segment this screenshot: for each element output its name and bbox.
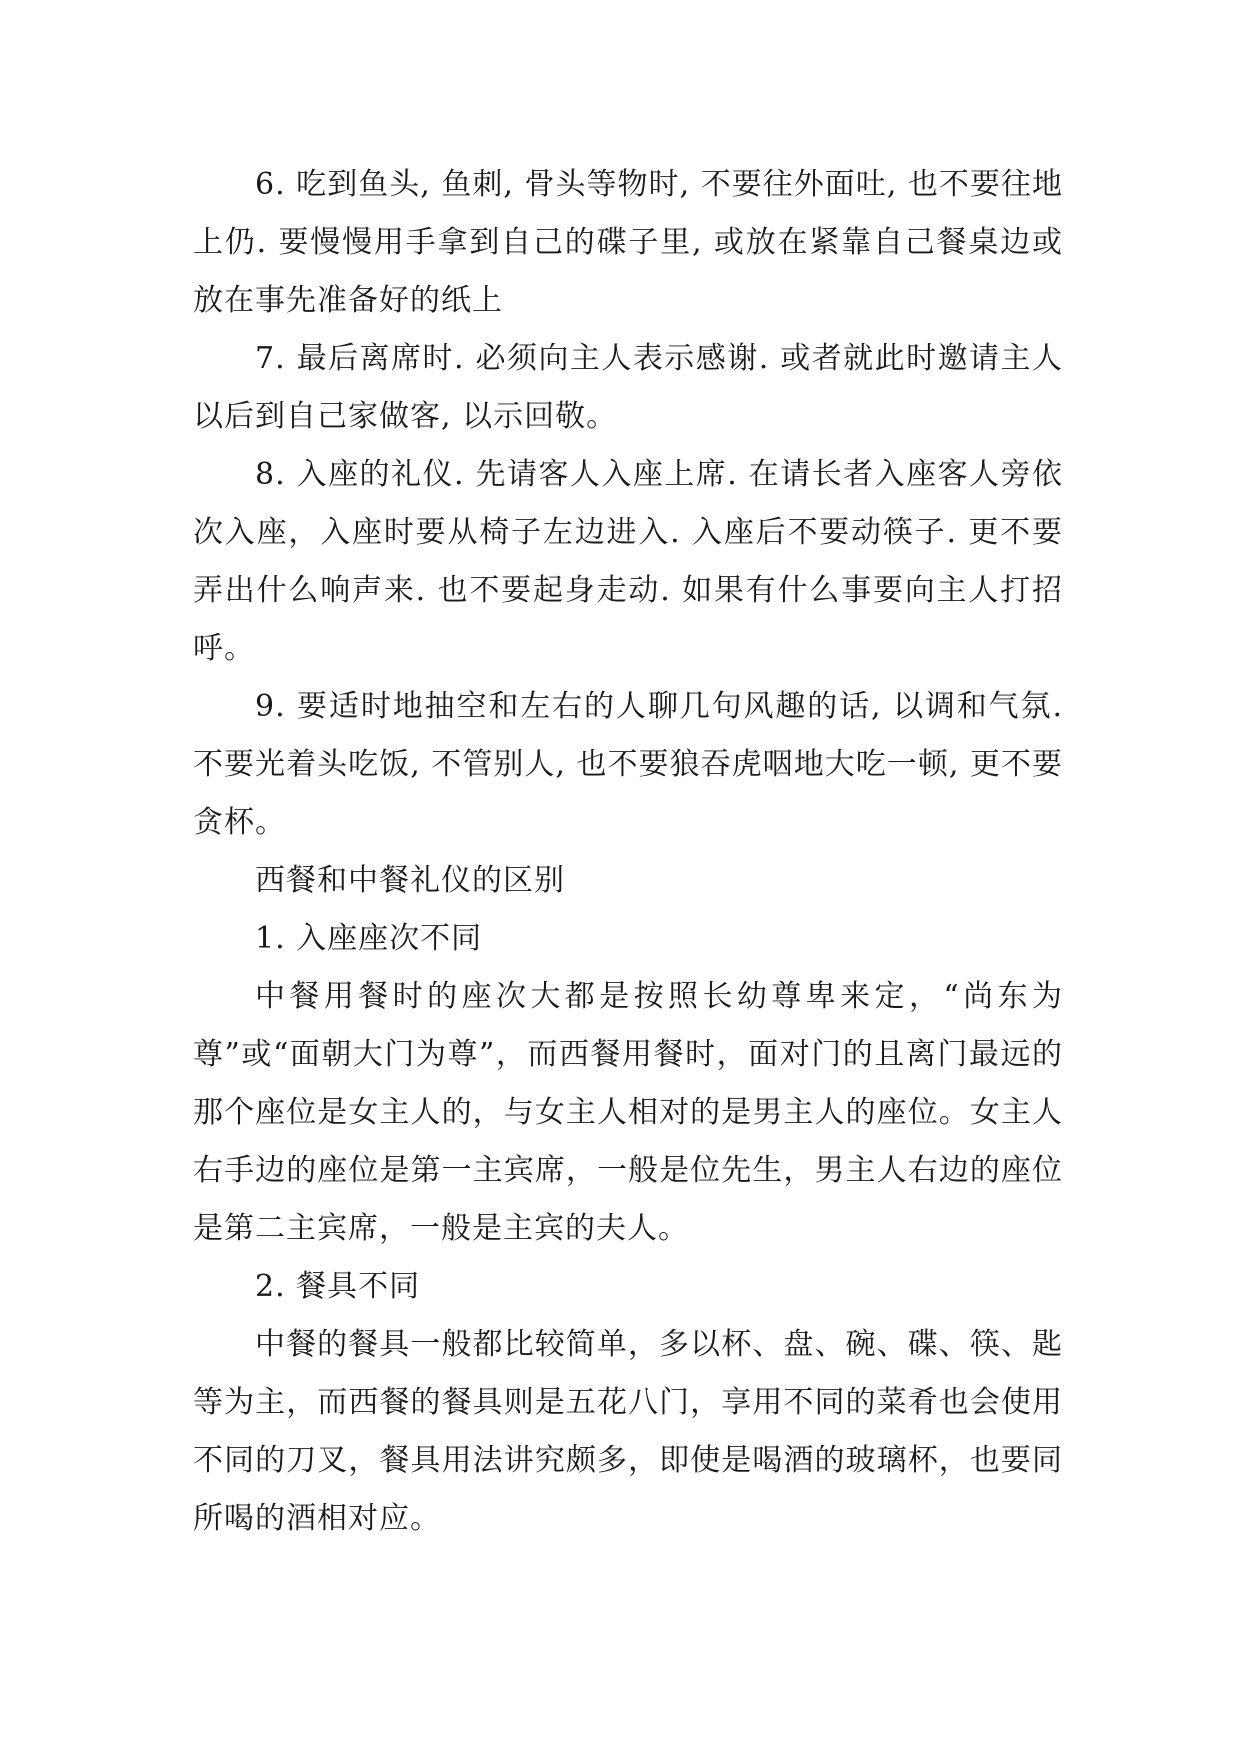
document-body xyxy=(193,156,1063,1548)
paragraph-item-7: 7. 最后离席时. 必须向主人表示感谢. 或者就此时邀请主人以后到自己家做客, 以示回敬。 xyxy=(193,341,1063,434)
subheading-tableware: 2. 餐具不同 xyxy=(255,1269,421,1304)
subheading-seating: 1. 入座座次不同 xyxy=(255,921,483,956)
paragraph-item-9: 9. 要适时地抽空和左右的人聊几句风趣的话, 以调和气氛. 不要光着头吃饭, 不管别人, 也不要狼吞虎咽地大吃一顿, 更不要贪杯。 xyxy=(193,689,1063,840)
paragraph-item-8: 8. 入座的礼仪. 先请客人入座上席. 在请长者入座客人旁依次入座，入座时要从椅子左边进入. 入座后不要动筷子. 更不要弄出什么响声来. 也不要起身走动. 如果有什么事要向主人打招呼。 xyxy=(193,457,1063,666)
paragraph-tableware: 中餐的餐具一般都比较简单，多以杯、盘、碗、碟、筷、匙等为主，而西餐的餐具则是五花八门，享用不同的菜肴也会使用不同的刀叉，餐具用法讲究颇多，即使是喝酒的玻璃杯，也要同所喝的酒相对应。 xyxy=(193,1327,1063,1536)
paragraph-seating: 中餐用餐时的座次大都是按照长幼尊卑来定，“尚东为尊”或“面朝大门为尊”，而西餐用餐时，面对门的且离门最远的那个座位是女主人的，与女主人相对的是男主人的座位。女主人右手边的座位是第一主宾席，一般是位先生，男主人右边的座位是第二主宾席，一般是主宾的夫人。 xyxy=(193,979,1063,1246)
section-heading: 西餐和中餐礼仪的区别 xyxy=(255,863,565,898)
paragraph-item-6: 6. 吃到鱼头, 鱼刺, 骨头等物时, 不要往外面吐, 也不要往地上仍. 要慢慢用手拿到自己的碟子里, 或放在紧靠自己餐桌边或放在事先准备好的纸上 xyxy=(193,167,1063,318)
